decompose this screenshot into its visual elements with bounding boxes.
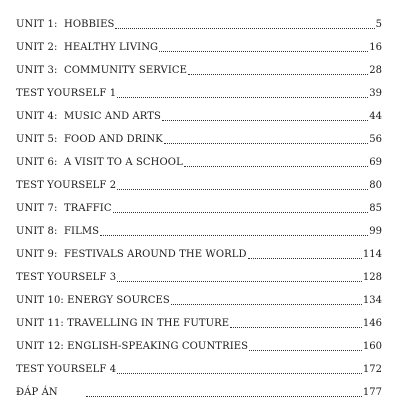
page-number: 5	[375, 19, 382, 30]
unit-number: UNIT 2:	[16, 42, 58, 53]
unit-title: HOBBIES	[64, 19, 115, 30]
page-number: 128	[362, 272, 382, 283]
leader-dots	[162, 119, 368, 121]
page-number: 44	[369, 111, 382, 122]
toc-entry	[16, 169, 382, 192]
leader-dots	[113, 211, 369, 213]
unit-number: UNIT 1:	[16, 19, 58, 30]
toc-entry	[16, 215, 382, 238]
toc-entry	[16, 353, 382, 376]
leader-dots	[249, 349, 362, 351]
unit-title: UNIT 12: ENGLISH-SPEAKING COUNTRIES	[16, 341, 249, 352]
leader-dots	[184, 165, 368, 167]
toc-entry	[16, 100, 382, 123]
leader-dots	[248, 257, 362, 259]
toc-entry	[16, 77, 382, 100]
page-number: 80	[369, 180, 382, 191]
page-number: 56	[369, 134, 382, 145]
leader-dots	[117, 280, 362, 282]
leader-dots	[188, 73, 368, 75]
unit-title: FOOD AND DRINK	[64, 134, 163, 145]
page-number: 160	[362, 341, 382, 352]
leader-dots	[164, 142, 368, 144]
leader-dots	[159, 50, 368, 52]
toc-entry	[16, 8, 382, 31]
unit-title: FESTIVALS AROUND THE WORLD	[64, 249, 247, 260]
leader-dots	[117, 96, 368, 98]
unit-number: UNIT 7:	[16, 203, 58, 214]
page-number: 114	[362, 249, 382, 260]
page-number: 146	[362, 318, 382, 329]
leader-dots	[117, 188, 368, 190]
toc-entry	[16, 261, 382, 284]
toc-entry	[16, 146, 382, 169]
toc-entry	[16, 284, 382, 307]
section-title: TEST YOURSELF 4	[16, 364, 117, 375]
page-number: 69	[369, 157, 382, 168]
unit-title: TRAFFIC	[64, 203, 112, 214]
leader-dots	[230, 326, 362, 328]
unit-title: FILMS	[64, 226, 100, 237]
unit-title: MUSIC AND ARTS	[64, 111, 161, 122]
unit-number: UNIT 5:	[16, 134, 58, 145]
table-of-contents	[16, 8, 382, 399]
unit-number: UNIT 8:	[16, 226, 58, 237]
page-number: 99	[369, 226, 382, 237]
section-title: TEST YOURSELF 1	[16, 88, 117, 99]
leader-dots	[171, 303, 362, 305]
section-title: TEST YOURSELF 3	[16, 272, 117, 283]
page-number: 172	[362, 364, 382, 375]
section-title: ĐÁP ÁN	[16, 387, 58, 398]
unit-number: UNIT 4:	[16, 111, 58, 122]
page-number: 85	[369, 203, 382, 214]
toc-entry	[16, 376, 382, 399]
page-number: 177	[362, 387, 382, 398]
leader-dots	[100, 234, 368, 236]
toc-entry	[16, 31, 382, 54]
page-number: 134	[362, 295, 382, 306]
unit-number: UNIT 6:	[16, 157, 58, 168]
toc-entry	[16, 123, 382, 146]
unit-title: A VISIT TO A SCHOOL	[64, 157, 183, 168]
unit-title: UNIT 11: TRAVELLING IN THE FUTURE	[16, 318, 230, 329]
page-number: 16	[369, 42, 382, 53]
leader-dots	[86, 395, 362, 397]
toc-entry	[16, 238, 382, 261]
unit-number: UNIT 3:	[16, 65, 58, 76]
unit-title: UNIT 10: ENERGY SOURCES	[16, 295, 170, 306]
unit-number: UNIT 9:	[16, 249, 58, 260]
page-number: 28	[369, 65, 382, 76]
section-title: TEST YOURSELF 2	[16, 180, 117, 191]
page-number: 39	[369, 88, 382, 99]
toc-entry	[16, 54, 382, 77]
leader-dots	[115, 27, 374, 29]
toc-entry	[16, 192, 382, 215]
toc-entry	[16, 307, 382, 330]
toc-entry	[16, 330, 382, 353]
unit-title: HEALTHY LIVING	[64, 42, 159, 53]
unit-title: COMMUNITY SERVICE	[64, 65, 188, 76]
leader-dots	[117, 372, 362, 374]
